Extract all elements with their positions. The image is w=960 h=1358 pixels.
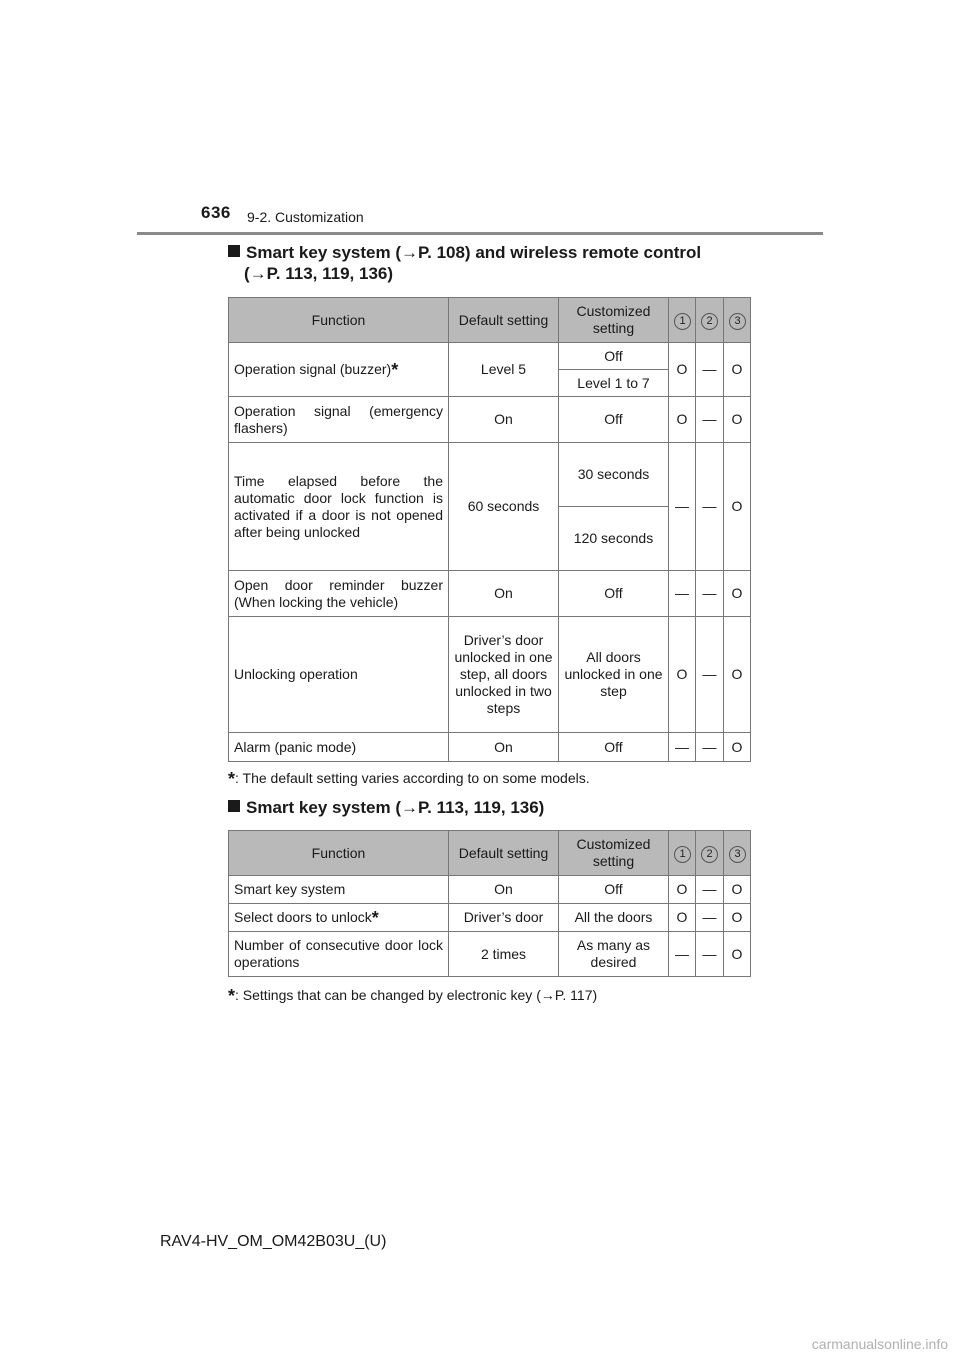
flag-cell: O — [724, 876, 751, 904]
flag-cell: — — [696, 932, 724, 977]
table-row — [229, 571, 751, 617]
flag-cell: — — [696, 571, 724, 617]
flag-cell: O — [724, 397, 751, 443]
circled-number-2-icon: 2 — [701, 313, 718, 330]
page-number: 636 — [201, 203, 231, 222]
circled-number-3-icon: 3 — [729, 846, 746, 863]
flag-cell: — — [669, 571, 696, 617]
default-cell: Driver’s door — [449, 904, 559, 932]
table-row — [229, 617, 751, 733]
table-row — [229, 397, 751, 443]
flag-cell: O — [724, 932, 751, 977]
flag-cell: O — [669, 397, 696, 443]
flag-cell: O — [724, 733, 751, 762]
customized-cell: Off — [559, 343, 669, 370]
default-cell: 60 seconds — [449, 443, 559, 571]
function-cell: Number of consecutive door lock operations — [229, 932, 449, 977]
footnote-2: *: Settings that can be changed by electronic key (→P. 117) — [228, 986, 598, 1006]
function-cell: Alarm (panic mode) — [229, 733, 449, 762]
circled-number-3-icon: 3 — [729, 313, 746, 330]
customized-cell: Off — [559, 571, 669, 617]
flag-cell: — — [696, 733, 724, 762]
customized-cell: All doors unlocked in one step — [559, 617, 669, 733]
settings-table-2 — [228, 830, 751, 977]
table-row — [229, 343, 751, 370]
section1-heading-line1: Smart key system (→P. 108) and wireless remote control — [246, 243, 702, 262]
document-code: RAV4-HV_OM_OM42B03U_(U) — [160, 1233, 387, 1250]
circled-number-1-icon: 1 — [674, 313, 691, 330]
bullet-square-icon — [228, 800, 240, 812]
col-1 — [669, 831, 696, 876]
col-function: Function — [229, 298, 449, 343]
flag-cell: O — [669, 876, 696, 904]
function-cell: Operation signal (buzzer)* — [229, 343, 449, 397]
default-cell: On — [449, 733, 559, 762]
function-cell: Time elapsed before the automatic door lock function is activated if a door is not opened after being unlocked — [229, 443, 449, 571]
section2-heading: Smart key system (→P. 113, 119, 136) — [228, 797, 544, 818]
settings-table-1 — [228, 297, 751, 762]
col-2 — [696, 298, 724, 343]
function-cell: Open door reminder buzzer (When locking the vehicle) — [229, 571, 449, 617]
col-default: Default setting — [449, 831, 559, 876]
flag-cell: O — [669, 904, 696, 932]
flag-cell: — — [696, 617, 724, 733]
default-cell: On — [449, 876, 559, 904]
flag-cell: — — [669, 733, 696, 762]
table-header-row — [229, 831, 751, 876]
customized-cell: 30 seconds — [559, 443, 669, 507]
circled-number-2-icon: 2 — [701, 846, 718, 863]
default-cell: Level 5 — [449, 343, 559, 397]
flag-cell: — — [696, 397, 724, 443]
section1-heading — [228, 242, 701, 284]
customized-cell: 120 seconds — [559, 507, 669, 571]
flag-cell: — — [696, 343, 724, 397]
customized-cell: Off — [559, 876, 669, 904]
circled-number-1-icon: 1 — [674, 846, 691, 863]
col-3 — [724, 831, 751, 876]
header-rule — [137, 232, 823, 235]
flag-cell: — — [696, 876, 724, 904]
function-cell: Operation signal (emergency flashers) — [229, 397, 449, 443]
default-cell: On — [449, 397, 559, 443]
table-row — [229, 932, 751, 977]
function-cell: Select doors to unlock* — [229, 904, 449, 932]
default-cell: Driver’s door unlocked in one step, all doors unlocked in two steps — [449, 617, 559, 733]
flag-cell: — — [669, 443, 696, 571]
col-customized: Customized setting — [559, 298, 669, 343]
flag-cell: O — [669, 617, 696, 733]
customized-cell: Level 1 to 7 — [559, 370, 669, 397]
col-3 — [724, 298, 751, 343]
function-cell: Unlocking operation — [229, 617, 449, 733]
table-row — [229, 876, 751, 904]
flag-cell: — — [696, 904, 724, 932]
flag-cell: — — [696, 443, 724, 571]
col-default: Default setting — [449, 298, 559, 343]
col-customized: Customized setting — [559, 831, 669, 876]
footnote-1: *: The default setting varies according to on some models. — [228, 769, 590, 789]
section1-heading-line2: (→P. 113, 119, 136) — [244, 264, 394, 283]
section-label: 9-2. Customization — [247, 209, 364, 225]
table-header-row — [229, 298, 751, 343]
customized-cell: Off — [559, 397, 669, 443]
customized-cell: All the doors — [559, 904, 669, 932]
flag-cell: O — [724, 343, 751, 397]
flag-cell: O — [724, 617, 751, 733]
col-1 — [669, 298, 696, 343]
flag-cell: O — [724, 443, 751, 571]
customized-cell: As many as desired — [559, 932, 669, 977]
bullet-square-icon — [228, 245, 240, 257]
flag-cell: O — [724, 904, 751, 932]
col-2 — [696, 831, 724, 876]
flag-cell: O — [724, 571, 751, 617]
function-cell: Smart key system — [229, 876, 449, 904]
col-function: Function — [229, 831, 449, 876]
customized-cell: Off — [559, 733, 669, 762]
table-row — [229, 904, 751, 932]
default-cell: On — [449, 571, 559, 617]
table-row — [229, 443, 751, 507]
default-cell: 2 times — [449, 932, 559, 977]
watermark: carmanualsonline.info — [811, 1336, 948, 1352]
flag-cell: O — [669, 343, 696, 397]
flag-cell: — — [669, 932, 696, 977]
table-row — [229, 733, 751, 762]
